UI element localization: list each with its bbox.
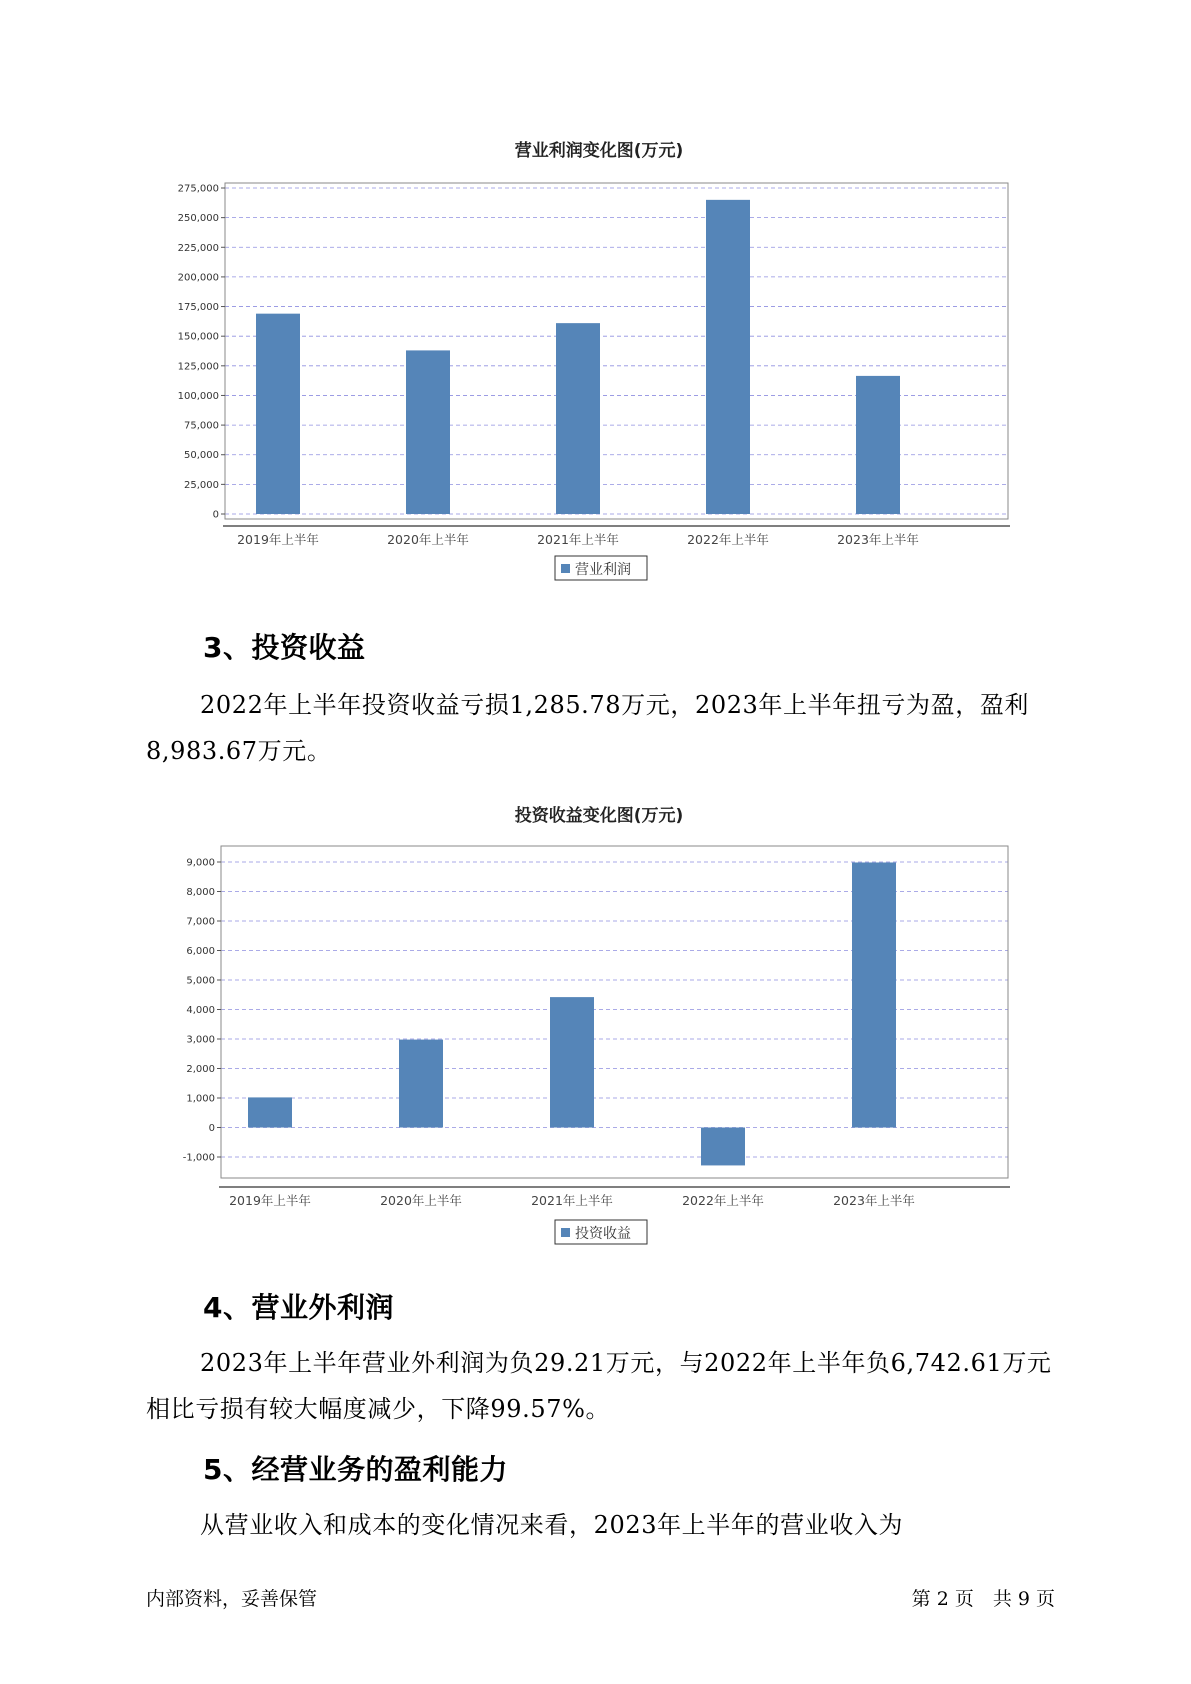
chart-title: 营业利润变化图(万元) bbox=[514, 141, 684, 161]
bar bbox=[256, 314, 300, 514]
x-tick-label: 2022年上半年 bbox=[682, 1193, 764, 1208]
y-tick-label: 4,000 bbox=[186, 1005, 215, 1016]
y-tick-label: 25,000 bbox=[184, 479, 219, 491]
y-tick-label: 0 bbox=[212, 509, 219, 521]
section-heading-nonoperating: 4、营业外利润 bbox=[203, 1291, 394, 1324]
x-tick-label: 2022年上半年 bbox=[687, 532, 769, 547]
bar bbox=[248, 1097, 292, 1127]
y-tick-label: 175,000 bbox=[177, 302, 219, 314]
y-tick-label: 6,000 bbox=[186, 946, 215, 957]
x-tick-label: 2023年上半年 bbox=[837, 532, 919, 547]
section-paragraph-profitability: 从营业收入和成本的变化情况来看，2023年上半年的营业收入为 bbox=[200, 1511, 904, 1539]
bar bbox=[556, 323, 600, 514]
operating-profit-chart bbox=[0, 130, 1191, 600]
y-tick-label: 9,000 bbox=[186, 857, 215, 869]
y-tick-label: 200,000 bbox=[177, 272, 219, 284]
y-tick-label: 100,000 bbox=[177, 390, 219, 402]
bar bbox=[550, 997, 594, 1127]
y-tick-label: 0 bbox=[208, 1123, 215, 1134]
y-tick-label: -1,000 bbox=[182, 1152, 215, 1164]
bar bbox=[856, 376, 900, 514]
x-tick-label: 2020年上半年 bbox=[380, 1193, 462, 1208]
x-tick-label: 2021年上半年 bbox=[537, 532, 619, 547]
legend-swatch bbox=[561, 1228, 570, 1237]
footer-confidential: 内部资料，妥善保管 bbox=[146, 1588, 318, 1610]
section-heading-investment: 3、投资收益 bbox=[203, 631, 366, 664]
legend-swatch bbox=[561, 564, 570, 573]
legend-label: 营业利润 bbox=[575, 562, 631, 578]
y-tick-label: 8,000 bbox=[186, 887, 215, 898]
bar bbox=[852, 862, 896, 1127]
section-heading-profitability: 5、经营业务的盈利能力 bbox=[203, 1453, 508, 1486]
investment-income-chart bbox=[0, 797, 1191, 1267]
y-tick-label: 7,000 bbox=[186, 916, 215, 928]
legend-label: 投资收益 bbox=[575, 1226, 631, 1242]
y-tick-label: 250,000 bbox=[177, 213, 219, 225]
y-tick-label: 1,000 bbox=[186, 1093, 215, 1105]
x-tick-label: 2019年上半年 bbox=[229, 1193, 311, 1208]
investment-income-chart-svg bbox=[0, 797, 1191, 1267]
chart-legend bbox=[555, 1220, 647, 1244]
y-tick-label: 125,000 bbox=[177, 361, 219, 373]
x-tick-label: 2019年上半年 bbox=[237, 532, 319, 547]
bar bbox=[406, 350, 450, 514]
chart-legend bbox=[555, 556, 647, 580]
y-tick-label: 275,000 bbox=[177, 183, 219, 195]
y-tick-label: 3,000 bbox=[186, 1034, 215, 1046]
x-tick-label: 2021年上半年 bbox=[531, 1193, 613, 1208]
y-tick-label: 225,000 bbox=[177, 242, 219, 254]
y-tick-label: 2,000 bbox=[186, 1064, 215, 1075]
x-tick-label: 2020年上半年 bbox=[387, 532, 469, 547]
chart-title: 投资收益变化图(万元) bbox=[514, 806, 684, 826]
bar bbox=[706, 200, 750, 514]
bar bbox=[701, 1128, 745, 1166]
bar bbox=[399, 1040, 443, 1128]
y-tick-label: 150,000 bbox=[177, 331, 219, 343]
x-tick-label: 2023年上半年 bbox=[833, 1193, 915, 1208]
operating-profit-chart-svg bbox=[0, 130, 1191, 600]
footer-page-number: 第 2 页 共 9 页 bbox=[911, 1588, 1055, 1610]
section-paragraph-nonoperating: 2023年上半年营业外利润为负29.21万元，与2022年上半年负6,742.61万元相比亏损有较大幅度减少，下降99.57%。 bbox=[146, 1349, 1052, 1423]
y-tick-label: 5,000 bbox=[186, 975, 215, 987]
y-tick-label: 75,000 bbox=[184, 420, 219, 432]
y-tick-label: 50,000 bbox=[184, 450, 219, 462]
section-paragraph-investment: 2022年上半年投资收益亏损1,285.78万元，2023年上半年扭亏为盈，盈利8,983.67万元。 bbox=[146, 691, 1030, 765]
